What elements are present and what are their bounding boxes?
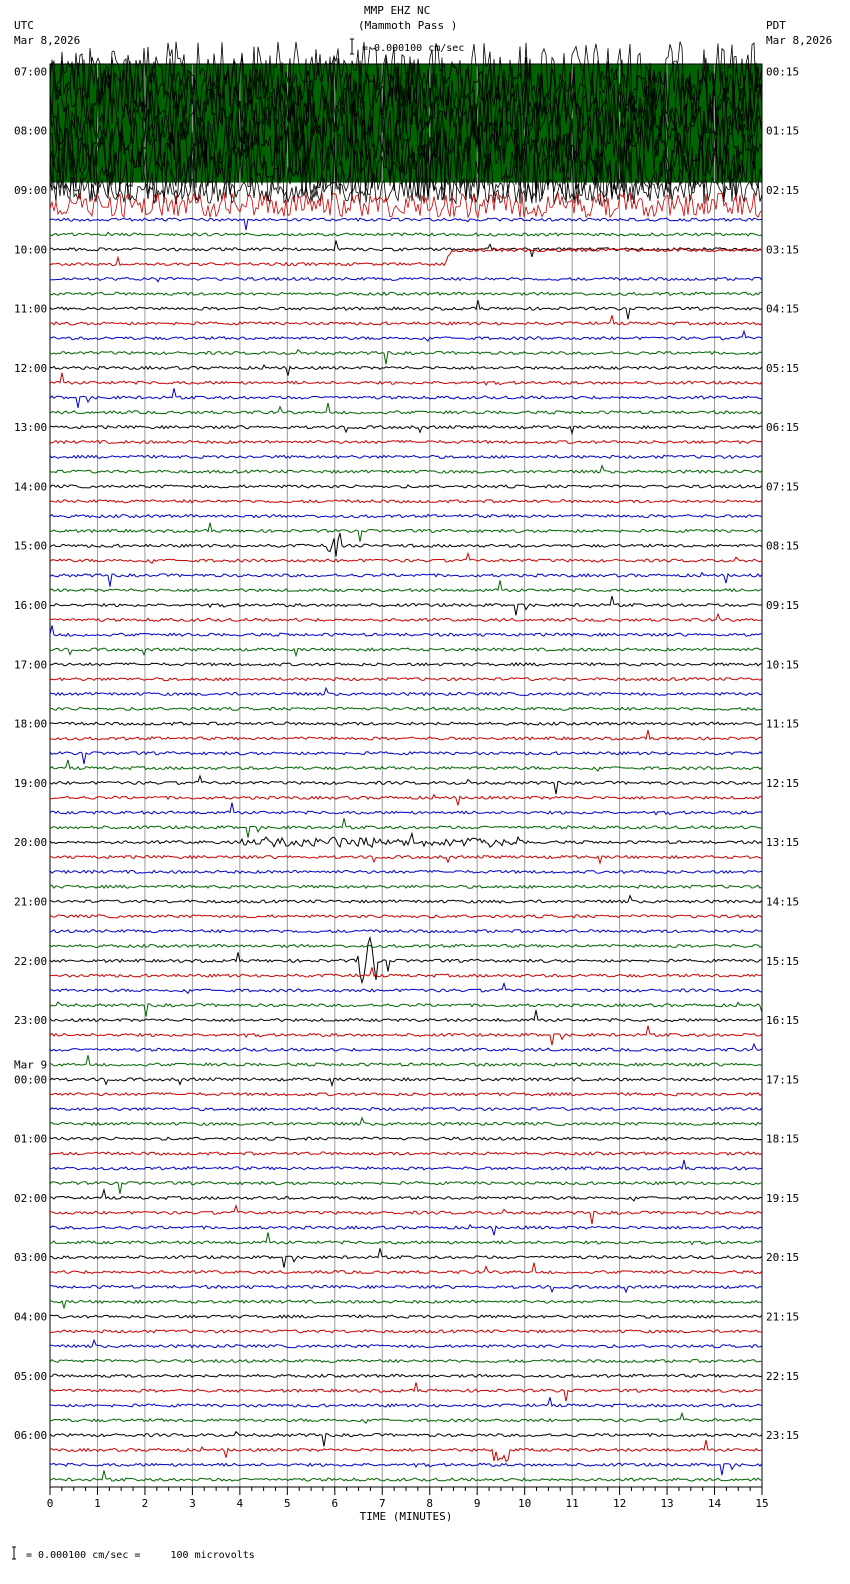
trace-line (50, 441, 762, 444)
trace-line (50, 523, 762, 542)
utc-hour-label: 09:00 (14, 183, 48, 197)
trace-line (50, 983, 762, 993)
utc-hour-label: 17:00 (14, 658, 48, 672)
x-tick-label: 11 (565, 1497, 579, 1510)
pdt-hour-label: 12:15 (766, 776, 800, 790)
trace-line (50, 1093, 762, 1096)
trace-line (50, 365, 762, 376)
trace-line (50, 232, 762, 236)
pdt-hour-label: 16:15 (766, 1014, 800, 1028)
trace-line (50, 466, 762, 474)
trace-line (50, 1315, 762, 1318)
trace-line (50, 776, 762, 794)
trace-line (50, 1026, 762, 1045)
utc-hour-label: 05:00 (14, 1369, 48, 1383)
trace-line (50, 403, 762, 414)
trace-line (50, 292, 762, 295)
trace-line (50, 803, 762, 815)
x-tick-label: 1 (94, 1497, 101, 1510)
trace-line (50, 300, 762, 319)
trace-line (50, 1360, 762, 1363)
x-tick-label: 2 (141, 1497, 149, 1510)
trace-line (50, 218, 762, 230)
x-tick-label: 3 (189, 1497, 196, 1510)
pdt-hour-label: 17:15 (766, 1073, 800, 1087)
trace-line (50, 1471, 762, 1482)
trace-line (50, 1044, 762, 1051)
pdt-hour-label: 22:15 (766, 1369, 800, 1383)
trace-line (50, 500, 762, 503)
x-tick-label: 10 (518, 1497, 532, 1510)
trace-line (50, 856, 762, 864)
footer-scale-note: = 0.000100 cm/sec = 100 microvolts (26, 1550, 255, 1561)
trace-line (50, 573, 762, 587)
right-date: Mar 8,2026 (766, 34, 833, 47)
pdt-hour-label: 05:15 (766, 361, 800, 375)
chart-grid (50, 64, 762, 1487)
utc-hour-label: 06:00 (14, 1429, 48, 1443)
x-tick-label: 15 (755, 1497, 769, 1510)
trace-line (50, 688, 762, 695)
trace-line (50, 1263, 762, 1274)
utc-hour-label: 18:00 (14, 717, 48, 731)
trace-line (50, 485, 762, 488)
pdt-hour-label: 07:15 (766, 480, 800, 494)
trace-line (50, 1108, 762, 1111)
pdt-hour-label: 11:15 (766, 717, 800, 731)
trace-line (50, 885, 762, 888)
trace-line (50, 1248, 762, 1267)
x-axis (47, 1487, 769, 1523)
trace-line (50, 678, 762, 681)
x-tick-label: 8 (426, 1497, 434, 1510)
utc-hour-label: 15:00 (14, 539, 48, 553)
utc-hour-label: 19:00 (14, 776, 48, 790)
x-axis-title: TIME (MINUTES) (359, 1510, 453, 1523)
trace-line (50, 1463, 762, 1475)
trace-line (50, 554, 762, 564)
right-zone: PDT (766, 19, 786, 32)
trace-line (50, 514, 762, 517)
trace-line (50, 1078, 762, 1086)
trace-line (50, 795, 762, 806)
trace-line (50, 648, 762, 656)
trace-line (50, 1413, 762, 1423)
left-date: Mar 8,2026 (14, 34, 81, 47)
trace-line (50, 1206, 762, 1224)
trace-line (50, 1300, 762, 1308)
utc-hour-label: 10:00 (14, 243, 48, 257)
utc-hour-label: 21:00 (14, 895, 48, 909)
trace-line (50, 1233, 762, 1245)
pdt-hour-label: 20:15 (766, 1251, 800, 1265)
trace-line (50, 1055, 762, 1066)
trace-line (50, 614, 762, 621)
utc-hour-label: 22:00 (14, 954, 48, 968)
utc-hour-label: 01:00 (14, 1132, 48, 1146)
date-change-label: Mar 9 (14, 1058, 48, 1072)
plot-frame (50, 64, 762, 1487)
trace-line (50, 722, 762, 725)
trace-line (50, 870, 762, 873)
trace-line (50, 944, 762, 947)
scale-label: = 0.000100 cm/sec (362, 43, 465, 54)
x-tick-label: 5 (284, 1497, 291, 1510)
utc-hour-label: 07:00 (14, 65, 48, 79)
x-tick-label: 4 (236, 1497, 244, 1510)
trace-line (50, 1010, 762, 1022)
x-tick-label: 6 (331, 1497, 339, 1510)
trace-line (50, 455, 762, 458)
utc-hour-label: 03:00 (14, 1251, 48, 1265)
utc-hour-label: 12:00 (14, 361, 48, 375)
trace-line (50, 331, 762, 341)
pdt-hour-label: 19:15 (766, 1191, 800, 1205)
station-label: MMP EHZ NC (364, 4, 431, 17)
trace-line (50, 1182, 762, 1194)
location-label: (Mammoth Pass ) (358, 19, 458, 32)
pdt-hour-label: 14:15 (766, 895, 800, 909)
pdt-hour-label: 06:15 (766, 421, 800, 435)
trace-line (50, 967, 762, 977)
pdt-hour-label: 02:15 (766, 183, 800, 197)
trace-line (50, 533, 762, 557)
trace-line (50, 1002, 762, 1017)
trace-line (50, 1340, 762, 1348)
trace-line (50, 1397, 762, 1407)
trace-line (50, 373, 762, 385)
left-zone: UTC (14, 19, 34, 32)
pdt-hour-label: 08:15 (766, 539, 800, 553)
utc-hour-label: 02:00 (14, 1191, 48, 1205)
pdt-hour-label: 13:15 (766, 836, 800, 850)
utc-hour-label: 04:00 (14, 1310, 48, 1324)
trace-line (50, 707, 762, 710)
trace-line (50, 1118, 762, 1126)
trace-line (50, 1160, 762, 1170)
trace-line (50, 1285, 762, 1292)
utc-hour-label: 16:00 (14, 599, 48, 613)
trace-line (50, 1152, 762, 1155)
x-tick-label: 7 (378, 1497, 386, 1510)
pdt-hour-label: 00:15 (766, 65, 800, 79)
trace-line (50, 388, 762, 408)
trace-line (50, 596, 762, 615)
trace-line (50, 350, 762, 365)
trace-line (50, 818, 762, 837)
trace-line (50, 1225, 762, 1236)
trace-line (50, 249, 762, 266)
trace-line (50, 241, 762, 257)
x-tick-label: 13 (660, 1497, 674, 1510)
utc-hour-label: 13:00 (14, 421, 48, 435)
x-tick-label: 12 (612, 1497, 627, 1510)
pdt-hour-label: 10:15 (766, 658, 800, 672)
trace-group (50, 42, 762, 1481)
utc-hour-label: 11:00 (14, 302, 48, 316)
trace-line (50, 730, 762, 740)
trace-line (50, 896, 762, 904)
utc-hour-label: 20:00 (14, 836, 48, 850)
pdt-hour-label: 04:15 (766, 302, 800, 316)
trace-line (50, 915, 762, 918)
trace-line (50, 760, 762, 771)
trace-line (50, 1374, 762, 1377)
x-tick-label: 14 (707, 1497, 722, 1510)
trace-line (50, 834, 762, 848)
trace-line (50, 1432, 762, 1447)
trace-line (50, 930, 762, 933)
trace-line (50, 277, 762, 281)
trace-line (50, 663, 762, 666)
x-tick-label: 0 (46, 1497, 54, 1510)
pdt-hour-label: 15:15 (766, 954, 800, 968)
utc-hour-label: 23:00 (14, 1014, 48, 1028)
trace-line (50, 1190, 762, 1201)
x-tick-label: 9 (473, 1497, 481, 1510)
trace-line (50, 1330, 762, 1333)
trace-line (50, 1382, 762, 1401)
trace-line (50, 1440, 762, 1462)
utc-hour-label: 08:00 (14, 124, 48, 138)
utc-hour-label: 00:00 (14, 1073, 48, 1087)
pdt-hour-label: 21:15 (766, 1310, 800, 1324)
pdt-hour-label: 23:15 (766, 1429, 800, 1443)
pdt-hour-label: 01:15 (766, 124, 800, 138)
trace-line (50, 315, 762, 325)
utc-hour-label: 14:00 (14, 480, 48, 494)
pdt-hour-label: 03:15 (766, 243, 800, 257)
trace-line (50, 625, 762, 636)
pdt-hour-label: 09:15 (766, 599, 800, 613)
trace-line (50, 580, 762, 591)
trace-line (50, 1137, 762, 1140)
trace-line (50, 426, 762, 434)
pdt-hour-label: 18:15 (766, 1132, 800, 1146)
trace-line (50, 752, 762, 764)
